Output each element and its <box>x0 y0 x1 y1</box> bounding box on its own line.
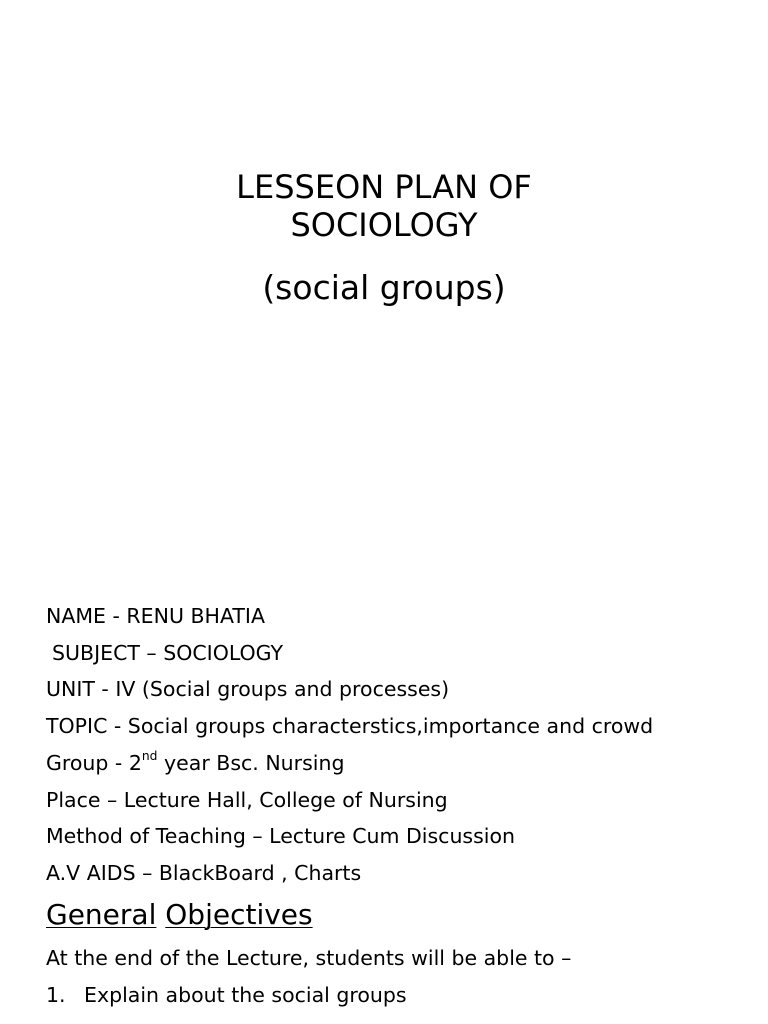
subtitle: (social groups) <box>262 268 506 307</box>
heading-word-general: General <box>46 898 157 931</box>
group-suffix: year Bsc. Nursing <box>157 750 345 775</box>
name-line: NAME - RENU BHATIA <box>46 604 265 628</box>
topic-line: TOPIC - Social groups characterstics,importance and crowd <box>46 714 654 739</box>
objective-item-1 <box>46 977 746 1014</box>
heading-word-objectives: Objectives <box>165 898 313 931</box>
objective-item-1-number: 1. <box>46 982 66 1007</box>
place-line: Place – Lecture Hall, College of Nursing <box>46 787 448 812</box>
title-line-1: LESSEON PLAN OF <box>236 168 532 206</box>
group-prefix: Group - 2 <box>46 750 142 775</box>
method-line: Method of Teaching – Lecture Cum Discussion <box>46 824 516 849</box>
group-superscript: nd <box>141 748 158 763</box>
general-objectives-body <box>46 940 746 1013</box>
title-line-2: SOCIOLOGY <box>290 206 478 244</box>
aids-line: A.V AIDS – BlackBoard , Charts <box>46 860 362 885</box>
subject-line: SUBJECT – SOCIOLOGY <box>52 640 284 665</box>
title-block <box>0 168 768 308</box>
general-objectives-heading <box>46 896 313 934</box>
group-line <box>46 745 746 782</box>
lesson-details <box>46 598 746 892</box>
unit-line: UNIT - IV (Social groups and processes) <box>46 677 450 702</box>
objective-item-1-text: Explain about the social groups <box>84 982 407 1007</box>
objectives-intro: At the end of the Lecture, students will be able to – <box>46 946 572 970</box>
